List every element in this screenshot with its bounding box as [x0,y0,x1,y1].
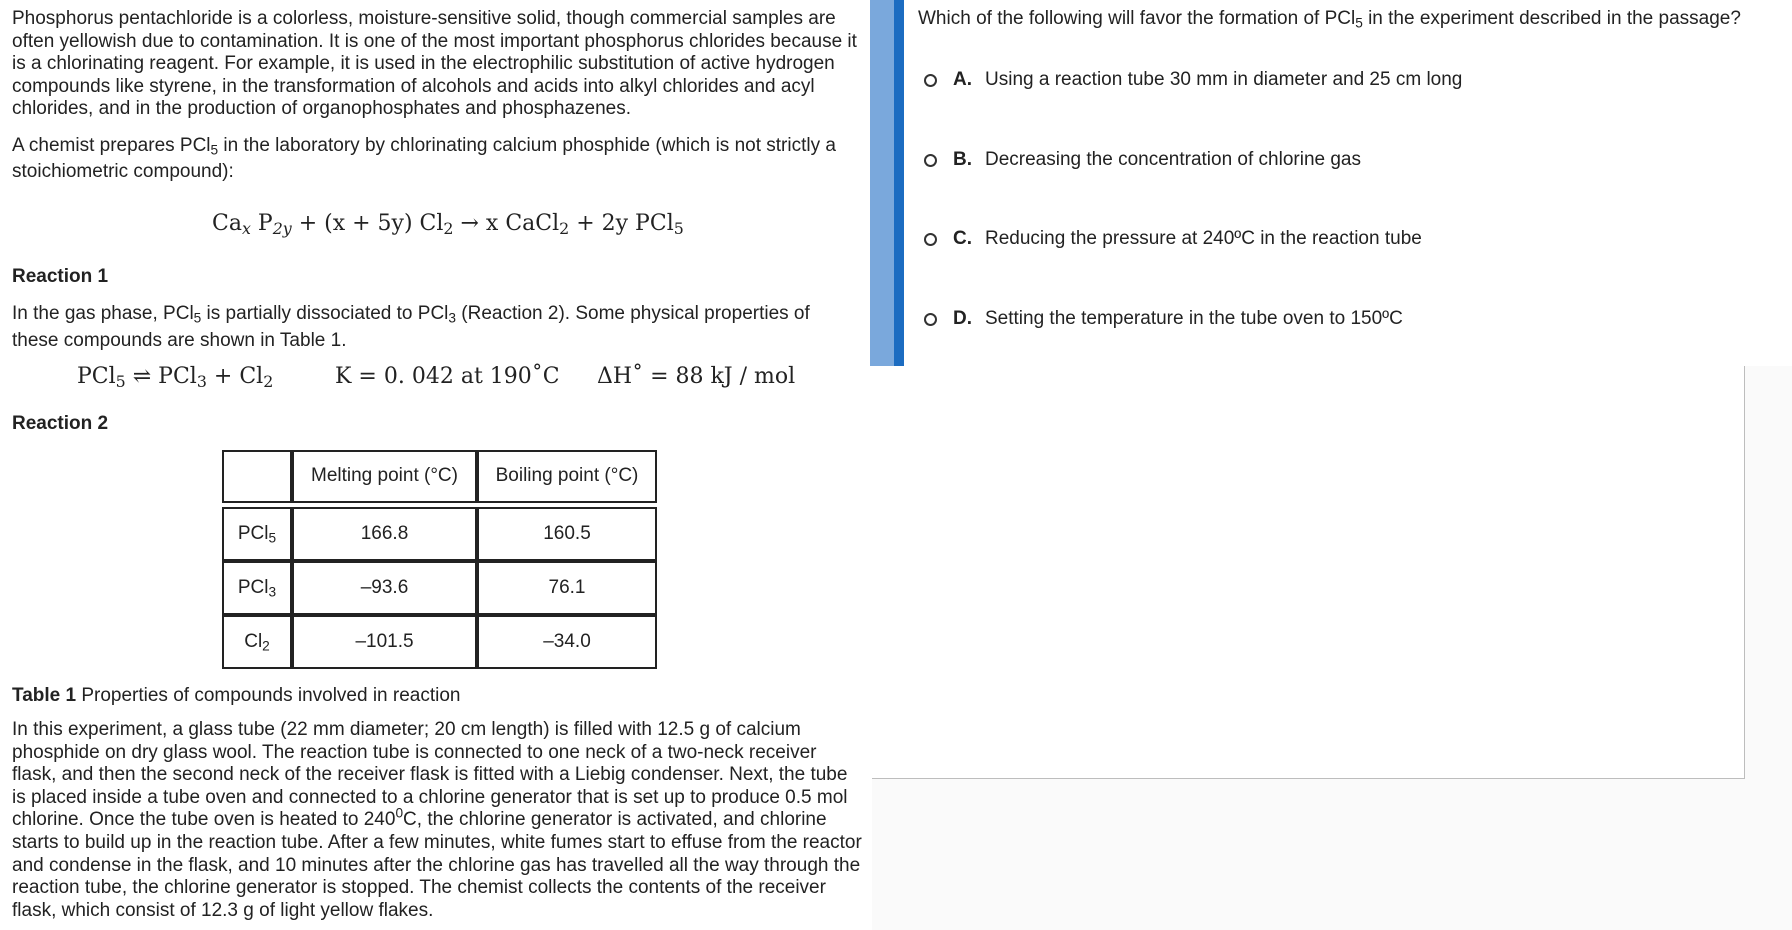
compound-cell [222,507,292,561]
choice-letter: A. [953,69,972,90]
eq1-cl-sub: 2 [443,218,454,238]
table-caption-text: Properties of compounds involved in reaction [76,685,461,706]
compound-name: PCl [237,522,269,544]
table-header-row [222,450,657,503]
chemist-text-b: in the laboratory by chlorinating calcium phosphide (which is not strictly a stoichiometric compound): [12,134,836,182]
compound-cell [222,561,292,615]
intro-text: Phosphorus pentachloride is a colorless, moisture-sensitive solid, though commercial samples are often yellowish due to contamination. It is one of the most important phosphorus chlorides because it is a chlorinating reagent. For example, it is used in the electrophilic substitution of active hydrogen compounds like styrene, in the transformation of alcohols and acids into alkyl chlorides and acyl chlorides, and in the production of organophosphates and phosphazenes. [12,8,857,120]
eq1-pcl-sub: 5 [673,218,684,238]
eq2-pcl5: PCl [77,364,116,389]
melting-cell: –101.5 [292,615,477,669]
eq2-plus: + Cl [206,364,264,389]
eq2-enthalpy: ΔH˚ = 88 kJ / mol [597,364,796,389]
table-header-cell [222,450,292,503]
gas-sub-2: 3 [448,310,456,326]
gas-text-a: In the gas phase, PCl [12,303,194,324]
chemist-subscript: 5 [210,142,219,158]
choice-text: Reducing the pressure at 240ºC in the reaction tube [985,228,1422,249]
table-caption [12,685,461,708]
passage [12,8,862,921]
table-row [222,507,657,561]
eq2-pcl3-sub: 3 [196,371,207,391]
table-caption-label: Table 1 [12,685,77,706]
table-header-cell: Boiling point (°C) [477,450,657,503]
eq1-ca: Ca [212,211,242,236]
experiment-text-a: In this experiment, a glass tube (22 mm diameter; 20 cm length) is filled with 12.5 g of calcium phosphide on dry glass wool. The reaction tube is connected to one neck of a two-neck receiver flask, and then the second neck of the receiver flask is fitted with a Liebig condenser. Next, the tube is placed inside a tube oven and connected to a chlorine generator that is set up to produce 0.5 mol chlorine. Once the tube oven is heated to 240 [12,719,848,831]
question-text-a: Which of the following will favor the formation of PCl [918,8,1356,29]
radio-button-icon[interactable] [924,154,937,167]
choice-a[interactable] [922,65,1462,95]
radio-button-icon[interactable] [924,74,937,87]
divider-accent [894,0,904,366]
melting-cell: 166.8 [292,507,477,561]
question-text-b: in the experiment described in the passage? [1362,8,1741,29]
reaction1-equation [212,213,684,236]
eq2-reaction [77,366,273,389]
reaction2-equation [77,366,857,396]
choice-letter: C. [953,228,972,249]
answer-area [872,366,1745,779]
reaction1-label: Reaction 1 [12,266,109,287]
choice-text: Decreasing the concentration of chlorine gas [985,149,1362,170]
compound-name: PCl [237,576,269,598]
radio-button-icon[interactable] [924,313,937,326]
eq2-equilibrium-constant: K = 0. 042 at 190˚C [335,364,560,389]
eq1-p: P [257,211,273,236]
melting-cell: –93.6 [292,561,477,615]
eq2-cl-sub: 2 [263,371,274,391]
boiling-cell: 76.1 [477,561,657,615]
compound-sub: 2 [262,638,270,654]
gas-text-c: (Reaction 2). Some physical properties of these compounds are shown in Table 1. [12,303,810,351]
question-prompt [918,8,1788,30]
choice-text: Setting the temperature in the tube oven to 150ºC [985,308,1403,329]
reaction2-label: Reaction 2 [12,413,109,434]
experiment-superscript: 0 [395,806,404,822]
boiling-cell: 160.5 [477,507,657,561]
table-row [222,561,657,615]
experiment-paragraph [12,719,862,922]
choice-text: Using a reaction tube 30 mm in diameter and 25 cm long [985,69,1463,90]
gas-sub-1: 5 [193,310,202,326]
eq1-end: + 2y PCl [569,211,674,236]
gas-phase-paragraph [12,300,860,354]
experiment-text-b: C, the chlorine generator is activated, and chlorine starts to build up in the reaction tube. After a few minutes, white fumes start to effuse from the reactor and condense in the flask, and 10 minutes after the chlorine gas has travelled all the way through the reaction tube, the chlorine generator is stopped. The chemist collects the contents of the receiver flask, which consist of 12.3 g of light yellow flakes. [12,809,862,921]
compound-sub: 3 [268,584,277,600]
eq1-mid: + (x + 5y) Cl [291,211,444,236]
compound-name: Cl [244,630,263,652]
choice-c[interactable] [922,224,1422,254]
boiling-cell: –34.0 [477,615,657,669]
intro-paragraph [12,8,860,121]
radio-button-icon[interactable] [924,233,937,246]
table-header-cell: Melting point (°C) [292,450,477,503]
table-row [222,615,657,669]
choice-letter: D. [953,308,972,329]
compound-cell [222,615,292,669]
eq1-p-sub: 2y [272,218,292,238]
eq1-arrow: → x CaCl [453,211,560,236]
gas-text-b: is partially dissociated to PCl [201,303,449,324]
compound-sub: 5 [268,530,277,546]
question-subscript: 5 [1355,15,1363,31]
chemist-text-a: A chemist prepares PCl [12,134,211,156]
eq1-ca-sub: x [241,218,251,238]
eq1-cacl-sub: 2 [559,218,570,238]
choice-letter: B. [953,149,972,170]
chemist-paragraph [12,133,860,185]
choice-d[interactable] [922,304,1403,334]
panel-divider[interactable] [870,0,904,366]
eq2-arrow: ⇌ PCl [125,364,197,389]
properties-table [222,450,657,669]
eq2-pcl5-sub: 5 [115,371,126,391]
choice-b[interactable] [922,145,1361,175]
